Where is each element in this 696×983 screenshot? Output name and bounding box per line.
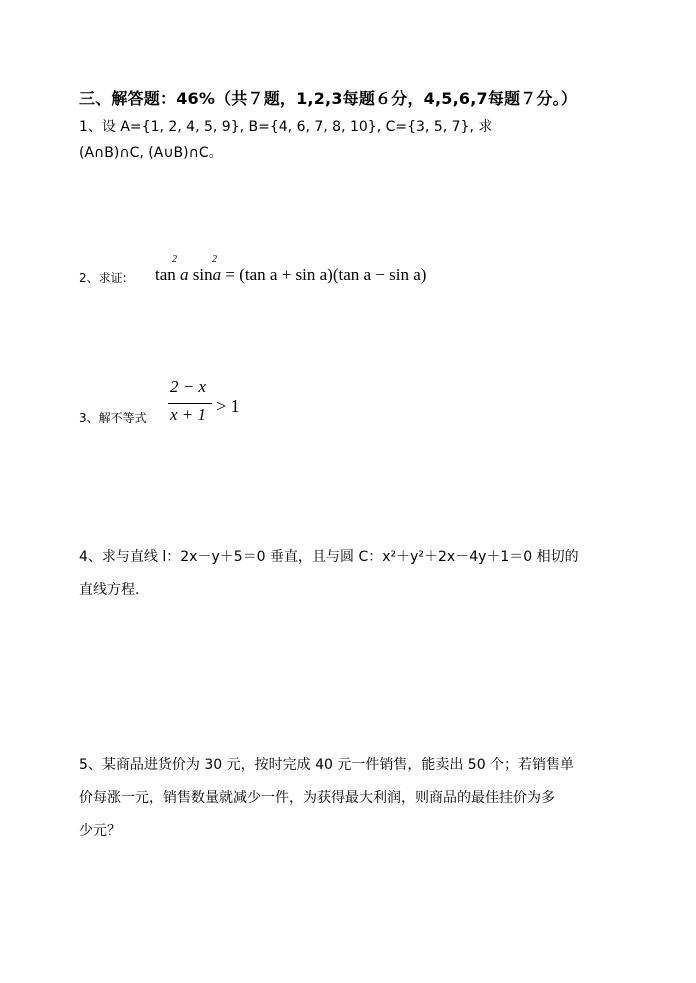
question-2-superscript-2: 2	[212, 254, 217, 265]
question-5-line-3: 少元？	[79, 823, 121, 839]
fraction-bar	[168, 403, 212, 404]
identity-right-side: = (tan a + sin a)(tan a − sin a)	[225, 265, 427, 284]
section-heading: 三、解答题：46%（共７题，1,2,3每题６分，4,5,6,7每题７分。）	[79, 89, 578, 108]
question-1-line-1: 1、设 A={1, 2, 4, 5, 9}, B={4, 6, 7, 8, 10}, C={3, 5, 7}, 求	[79, 119, 493, 135]
fraction-denominator: x + 1	[170, 405, 207, 424]
question-2-superscript-1: 2	[172, 254, 177, 265]
inequality-right-side: > 1	[216, 396, 240, 416]
question-4-line-1: 4、求与直线 l：2x－y＋5＝0 垂直，且与圆 C：x²＋y²＋2x－4y＋1＝0 相切的	[79, 549, 579, 565]
question-4-line-2: 直线方程.	[79, 582, 140, 598]
question-2-identity	[155, 265, 426, 285]
question-5-line-2: 价每涨一元，销售数量就减少一件，为获得最大利润，则商品的最佳挂价为多	[79, 790, 555, 806]
alpha-variable-1: a	[180, 265, 189, 284]
fraction-numerator: 2 − x	[170, 377, 207, 396]
question-1-line-2: (A∩B)∩C, (A∪B)∩C。	[79, 145, 223, 161]
question-3-label: 3、解不等式	[79, 411, 147, 425]
sin-function-1: sin	[192, 265, 213, 284]
question-5-line-1: 5、某商品进货价为 30 元，按时完成 40 元一件销售，能卖出 50 个；若销售单	[79, 757, 575, 773]
tan-function-1: tan	[155, 265, 176, 284]
alpha-variable-2: a	[212, 265, 222, 284]
question-2-label: 2、求证:	[79, 271, 127, 285]
